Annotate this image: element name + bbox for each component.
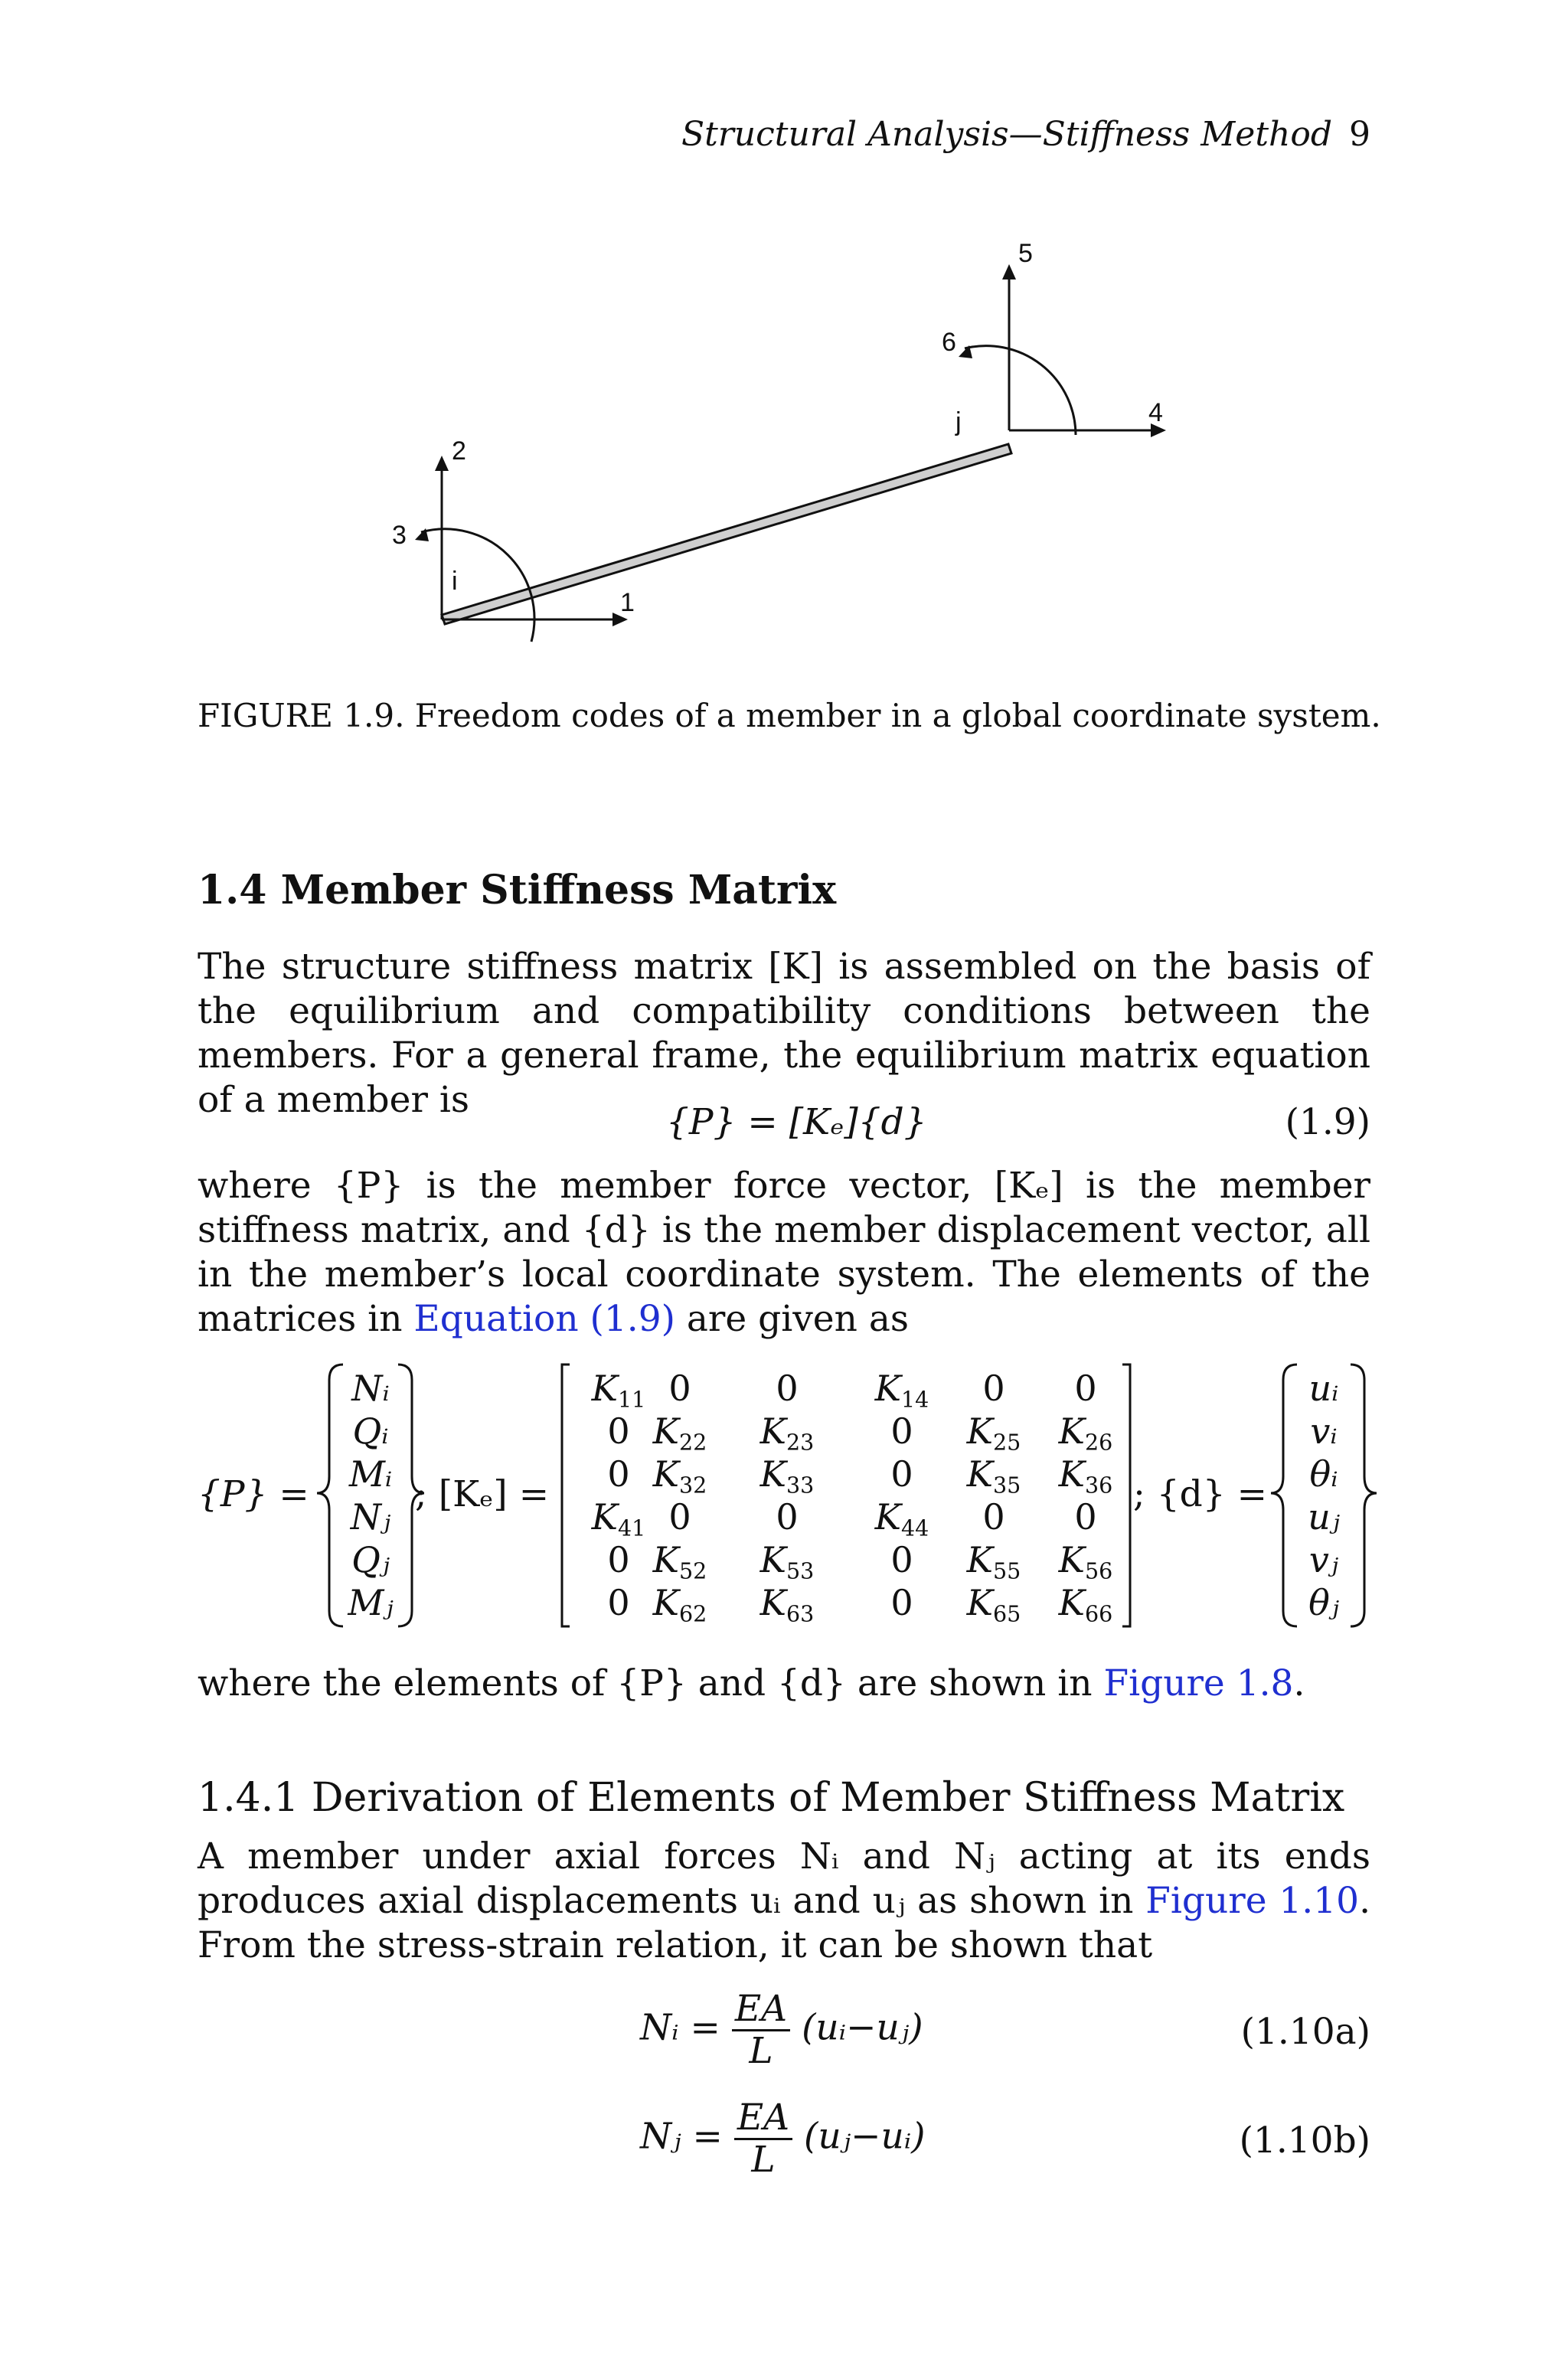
ke-matrix-left-bracket [562,1365,570,1626]
paragraph-vectors-text-a: where {P} is the member force vector, [Kₑ] is the member stiffness matrix, and {d} is the member displacement vector, all in the member’s local coordinate system. The elements of the matrices in [198,1165,1370,1340]
p-vector-entry: Mⱼ [348,1582,394,1623]
ke-matrix-label: ; [Kₑ] = [415,1473,550,1515]
ke-matrix-cell: $K_{23}$ [760,1410,815,1456]
ke-matrix-cell: 0 [890,1582,913,1623]
p-vector-left-brace [317,1365,343,1626]
equation-1-10b-lhs: Nⱼ = [640,2115,723,2158]
p-vector-entry: Nⱼ [350,1496,391,1538]
equation-1-10b-rhs: (uⱼ−uᵢ) [804,2115,926,2158]
member-freedom-codes-figure [383,230,1225,659]
ke-matrix-cell: 0 [982,1368,1005,1409]
code-3-label: 3 [392,521,407,550]
ke-matrix-cell: $K_{52}$ [652,1539,707,1584]
equation-1-9-link[interactable]: Equation (1.9) [413,1298,675,1340]
ke-matrix-cell: 0 [982,1496,1005,1538]
arrow-2 [435,456,449,471]
equation-1-9: {P} = [Kₑ]{d} [666,1101,927,1143]
equation-1-10a-lhs: Nᵢ = [640,2006,720,2049]
ke-matrix-cell: 0 [668,1368,691,1409]
ke-matrix-cell: $K_{41}$ [591,1496,646,1541]
rotation-3-arc [421,529,534,642]
d-vector-entry: θᵢ [1309,1453,1338,1495]
code-1-label: 1 [620,588,635,617]
ke-matrix-cell: $K_{14}$ [874,1368,929,1413]
ke-matrix-cell: $K_{65}$ [966,1582,1021,1627]
p-vector-entry: Qⱼ [351,1539,390,1580]
paragraph-intro: The structure stiffness matrix [K] is assembled on the basis of the equilibrium and compatibility conditions between the members. For a general frame, the equilibrium matrix equation of a member is [198,946,1370,1121]
paragraph-vectors [198,1164,1370,1342]
running-header [681,115,1370,154]
equation-1-10b [640,2098,926,2180]
ke-matrix-cell: 0 [607,1539,630,1580]
ke-matrix-right-bracket [1122,1365,1130,1626]
d-vector-right-brace [1351,1365,1377,1626]
d-vector-entry: uᵢ [1308,1368,1339,1409]
page-number: 9 [1349,115,1370,154]
arrow-5 [1002,264,1016,279]
equation-1-10a-rhs: (uᵢ−uⱼ) [802,2006,923,2049]
running-title: Structural Analysis—Stiffness Method [681,115,1332,154]
ke-matrix-cell: 0 [1074,1368,1097,1409]
ke-matrix-cell: $K_{22}$ [652,1410,707,1456]
ke-matrix-cell: $K_{62}$ [652,1582,707,1627]
code-5-label: 5 [1018,239,1033,268]
paragraph-axial-text-a: A member under axial forces Nᵢ and Nⱼ acting at its ends produces axial displacements uᵢ and uⱼ as shown in [198,1835,1370,1922]
ke-matrix-cell: 0 [1074,1496,1097,1538]
ke-matrix-cell: $K_{66}$ [1058,1582,1113,1627]
ke-matrix-cell: 0 [607,1410,630,1452]
figure-caption: FIGURE 1.9. Freedom codes of a member in a global coordinate system. [198,697,1381,734]
node-j-label: j [956,407,962,436]
d-vector-entry: vᵢ [1310,1410,1338,1452]
ke-matrix-cell: $K_{11}$ [591,1368,646,1413]
paragraph-figure-ref-text-b: . [1293,1662,1305,1704]
ke-matrix-cell: 0 [776,1368,799,1409]
p-vector-entry: Qᵢ [352,1410,389,1452]
d-vector-entry: vⱼ [1308,1539,1339,1580]
equation-1-10b-tag: (1.10b) [1239,2120,1370,2162]
code-2-label: 2 [452,436,466,466]
equation-1-10a-tag: (1.10a) [1240,2011,1370,2053]
ke-matrix-cell: 0 [776,1496,799,1538]
code-4-label: 4 [1148,398,1163,427]
member-bar [442,444,1011,624]
ke-matrix-cell: 0 [890,1410,913,1452]
ke-matrix-cell: $K_{26}$ [1058,1410,1113,1456]
equation-1-10b-numerator: EA [734,2098,792,2140]
figure-1-8-link[interactable]: Figure 1.8 [1103,1662,1294,1704]
ke-matrix-cell: $K_{36}$ [1058,1453,1113,1499]
equation-1-10b-fraction [734,2098,792,2180]
ke-matrix-cell: $K_{35}$ [966,1453,1021,1499]
equation-1-10a-denominator: L [749,2030,773,2072]
ke-matrix-cell: 0 [607,1582,630,1623]
paragraph-figure-ref-text-a: where the elements of {P} and {d} are shown in [198,1662,1104,1704]
equation-1-9-tag: (1.9) [1285,1101,1370,1143]
code-6-label: 6 [942,328,956,357]
paragraph-figure-ref [198,1662,1370,1706]
equation-1-10a-numerator: EA [732,1989,790,2031]
figure-1-10-link[interactable]: Figure 1.10 [1145,1880,1360,1922]
ke-matrix-cell: 0 [668,1496,691,1538]
d-vector-label: ; {d} = [1133,1473,1267,1515]
ke-matrix-cell: $K_{63}$ [760,1582,815,1627]
ke-matrix-cell: 0 [607,1453,630,1495]
d-vector-left-brace [1271,1365,1297,1626]
paragraph-vectors-text-b: are given as [675,1298,909,1340]
ke-matrix-cell: $K_{25}$ [966,1410,1021,1456]
ke-matrix-cell: 0 [890,1453,913,1495]
ke-matrix-cell: $K_{53}$ [760,1539,815,1584]
d-vector-entry: θⱼ [1308,1582,1339,1623]
equation-1-10b-denominator: L [751,2139,776,2181]
ke-matrix-cell: $K_{32}$ [652,1453,707,1499]
node-i-label: i [452,567,458,596]
ke-matrix-cell: $K_{44}$ [874,1496,929,1541]
p-vector-label: {P} = [198,1473,309,1515]
paragraph-axial-text-b: . From the stress-strain relation, it can be shown that [198,1880,1371,1966]
rotation-6-arc [965,346,1076,435]
section-heading: 1.4 Member Stiffness Matrix [198,867,837,913]
ke-matrix-cell: $K_{33}$ [760,1453,815,1499]
ke-matrix-cell: $K_{55}$ [966,1539,1021,1584]
equation-1-10a-fraction [732,1989,790,2071]
p-vector-entry: Nᵢ [351,1368,390,1409]
ke-matrix-cell: $K_{56}$ [1058,1539,1113,1584]
ke-matrix-cell: 0 [890,1539,913,1580]
d-vector-entry: uⱼ [1308,1496,1340,1538]
equation-1-10a [640,1989,923,2071]
subsection-heading: 1.4.1 Derivation of Elements of Member Stiffness Matrix [198,1775,1345,1821]
member-matrix-equation [198,1361,1384,1629]
paragraph-axial [198,1835,1370,1968]
p-vector-entry: Mᵢ [348,1453,393,1495]
